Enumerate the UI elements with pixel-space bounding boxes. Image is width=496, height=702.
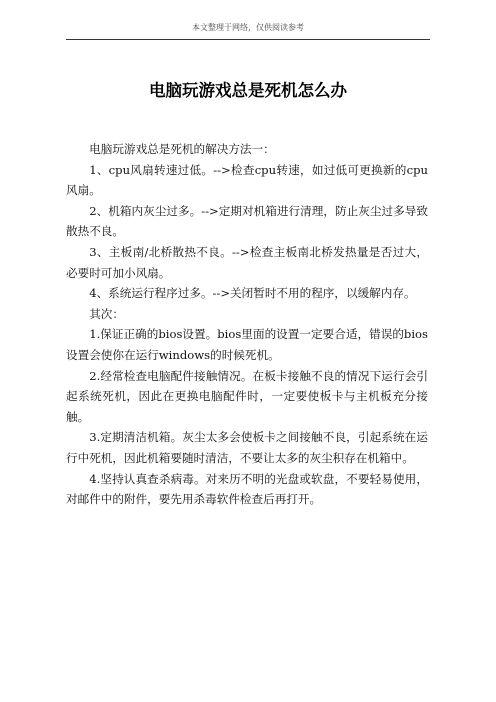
page-header-note: 本文整理于网络，仅供阅读参考: [192, 23, 304, 32]
paragraph-cause-4: 4、系统运行程序过多。-->关闭暂时不用的程序，以缓解内存。: [89, 286, 416, 301]
paragraph-cause-3: 3、主板南/北桥散热不良。-->检查主板南北桥发热量是否过大，必要时可加小风扇。: [66, 244, 428, 280]
paragraph-tip-3: 3.定期清洁机箱。灰尘太多会使板卡之间接触不良，引起系统在运行中死机，因此机箱要随时清洁，不要让太多的灰尘积存在机箱中。: [66, 430, 428, 465]
document-body: [66, 139, 428, 510]
paragraph-tip-4: 4.坚持认真查杀病毒。对来历不明的光盘或软盘，不要轻易使用，对邮件中的附件，要先用杀毒软件检查后再打开。: [66, 471, 428, 507]
paragraph-cause-1: 1、cpu风扇转速过低。-->检查cpu转速，如过低可更换新的cpu风扇。: [66, 162, 428, 198]
document-title: 电脑玩游戏总是死机怎么办: [149, 81, 347, 100]
paragraph-tip-2: 2.经常检查电脑配件接触情况。在板卡接触不良的情况下运行会引起系统死机，因此在更换电脑配件时，一定要使板卡与主机板充分接触。: [66, 368, 428, 424]
header-divider: [66, 39, 430, 40]
paragraph-intro: 电脑玩游戏总是死机的解决方法一：: [89, 142, 275, 156]
paragraph-tip-1: 1.保证正确的bios设置。bios里面的设置一定要合适，错误的bios设置会使你在运行windows的时候死机。: [66, 327, 428, 362]
paragraph-cause-2: 2、机箱内灰尘过多。-->定期对机箱进行清理，防止灰尘过多导致散热不良。: [66, 203, 428, 239]
paragraph-secondly: 其次：: [89, 306, 124, 321]
